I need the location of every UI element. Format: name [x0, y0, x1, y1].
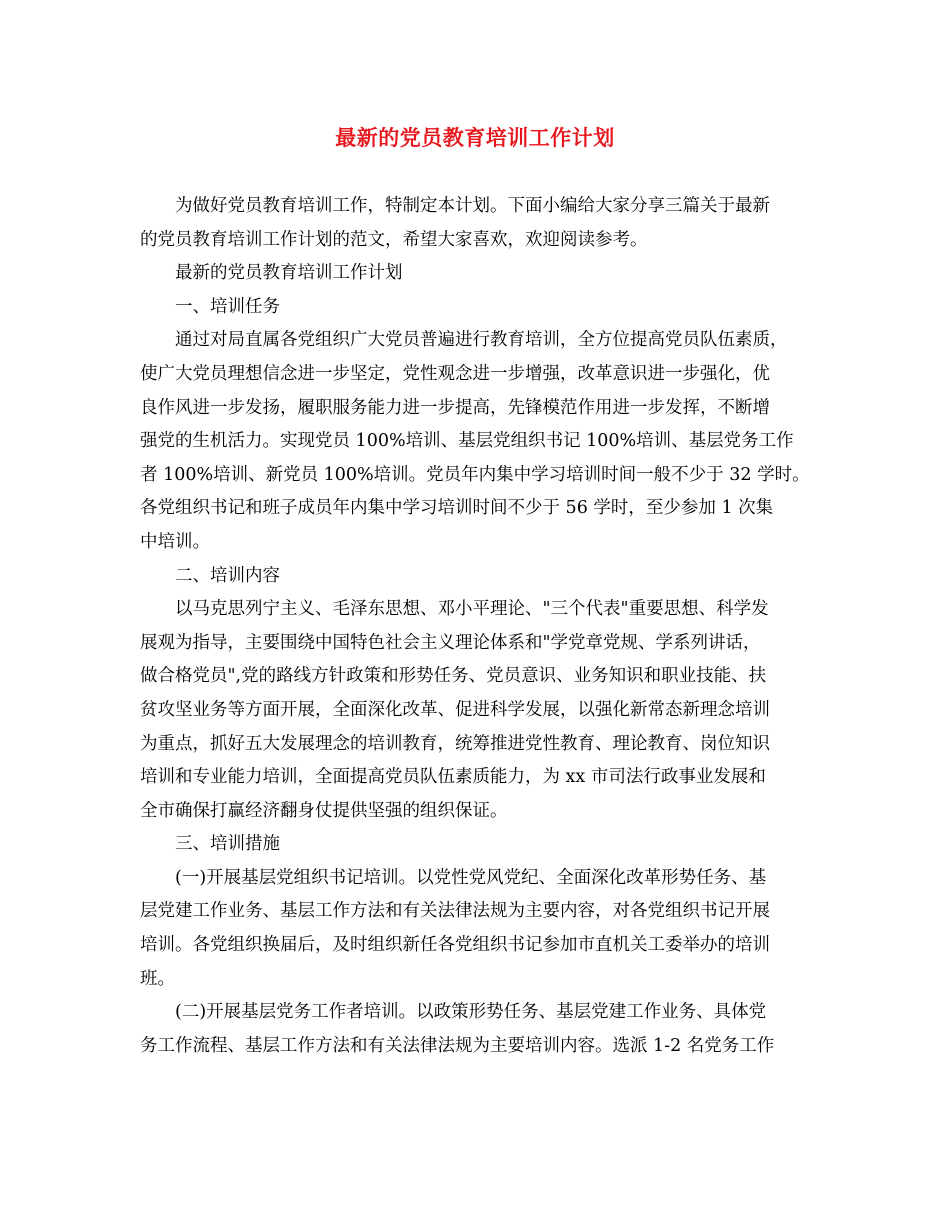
text-line: 层党建工作业务、基层工作方法和有关法律法规为主要内容，对各党组织书记开展 — [140, 901, 770, 922]
text-line: 贫攻坚业务等方面开展，全面深化改革、促进科学发展，以强化新常态新理念培训 — [140, 699, 770, 720]
text-line: 最新的党员教育培训工作计划 — [175, 263, 403, 284]
text-line: 班。 — [140, 968, 175, 989]
text-line: 为做好党员教育培训工作，特制定本计划。下面小编给大家分享三篇关于最新 — [175, 196, 770, 216]
text-line: (一)开展基层党组织书记培训。以党性党风党纪、全面深化改革形势任务、基 — [175, 867, 767, 888]
text-line: 以马克思列宁主义、毛泽东思想、邓小平理论、"三个代表"重要思想、科学发 — [175, 599, 769, 620]
text-line: 强党的生机活力。实现党员 100%培训、基层党组织书记 100%培训、基层党务工作 — [140, 431, 794, 452]
text-line: 中培训。 — [140, 531, 210, 552]
text-line: 各党组织书记和班子成员年内集中学习培训时间不少于 56 学时，至少参加 1 次集 — [140, 498, 774, 519]
text-line: 使广大党员理想信念进一步坚定，党性观念进一步增强，改革意识进一步强化，优 — [140, 363, 770, 384]
text-line: 培训。各党组织换届后，及时组织新任各党组织书记参加市直机关工委举办的培训 — [140, 935, 770, 956]
text-line: 三、培训措施 — [175, 834, 280, 855]
text-line: 良作风进一步发扬，履职服务能力进一步提高，先锋模范作用进一步发挥，不断增 — [140, 397, 770, 418]
text-line: 一、培训任务 — [175, 296, 280, 317]
text-line: 者 100%培训、新党员 100%培训。党员年内集中学习培训时间一般不少于 32 学时。 — [140, 464, 810, 485]
text-line: 展观为指导，主要围绕中国特色社会主义理论体系和"学党章党规、学系列讲话， — [140, 632, 761, 653]
document-title: 最新的党员教育培训工作计划 — [335, 125, 615, 150]
text-line: 通过对局直属各党组织广大党员普遍进行教育培训，全方位提高党员队伍素质， — [175, 330, 788, 351]
text-line: 务工作流程、基层工作方法和有关法律法规为主要培训内容。选派 1-2 名党务工作 — [140, 1035, 775, 1056]
document-body — [140, 190, 826, 1063]
text-line: 培训和专业能力培训，全面提高党员队伍素质能力，为 xx 市司法行政事业发展和 — [140, 767, 766, 788]
text-line: 全市确保打赢经济翻身仗提供坚强的组织保证。 — [140, 800, 508, 821]
text-line: 做合格党员",党的路线方针政策和形势任务、党员意识、业务知识和职业技能、扶 — [140, 666, 767, 687]
text-line: 为重点，抓好五大发展理念的培训教育，统筹推进党性教育、理论教育、岗位知识 — [140, 733, 770, 754]
text-line: (二)开展基层党务工作者培训。以政策形势任务、基层党建工作业务、具体党 — [175, 1002, 767, 1023]
text-line: 二、培训内容 — [175, 565, 280, 586]
text-line: 的党员教育培训工作计划的范文，希望大家喜欢，欢迎阅读参考。 — [140, 229, 648, 250]
